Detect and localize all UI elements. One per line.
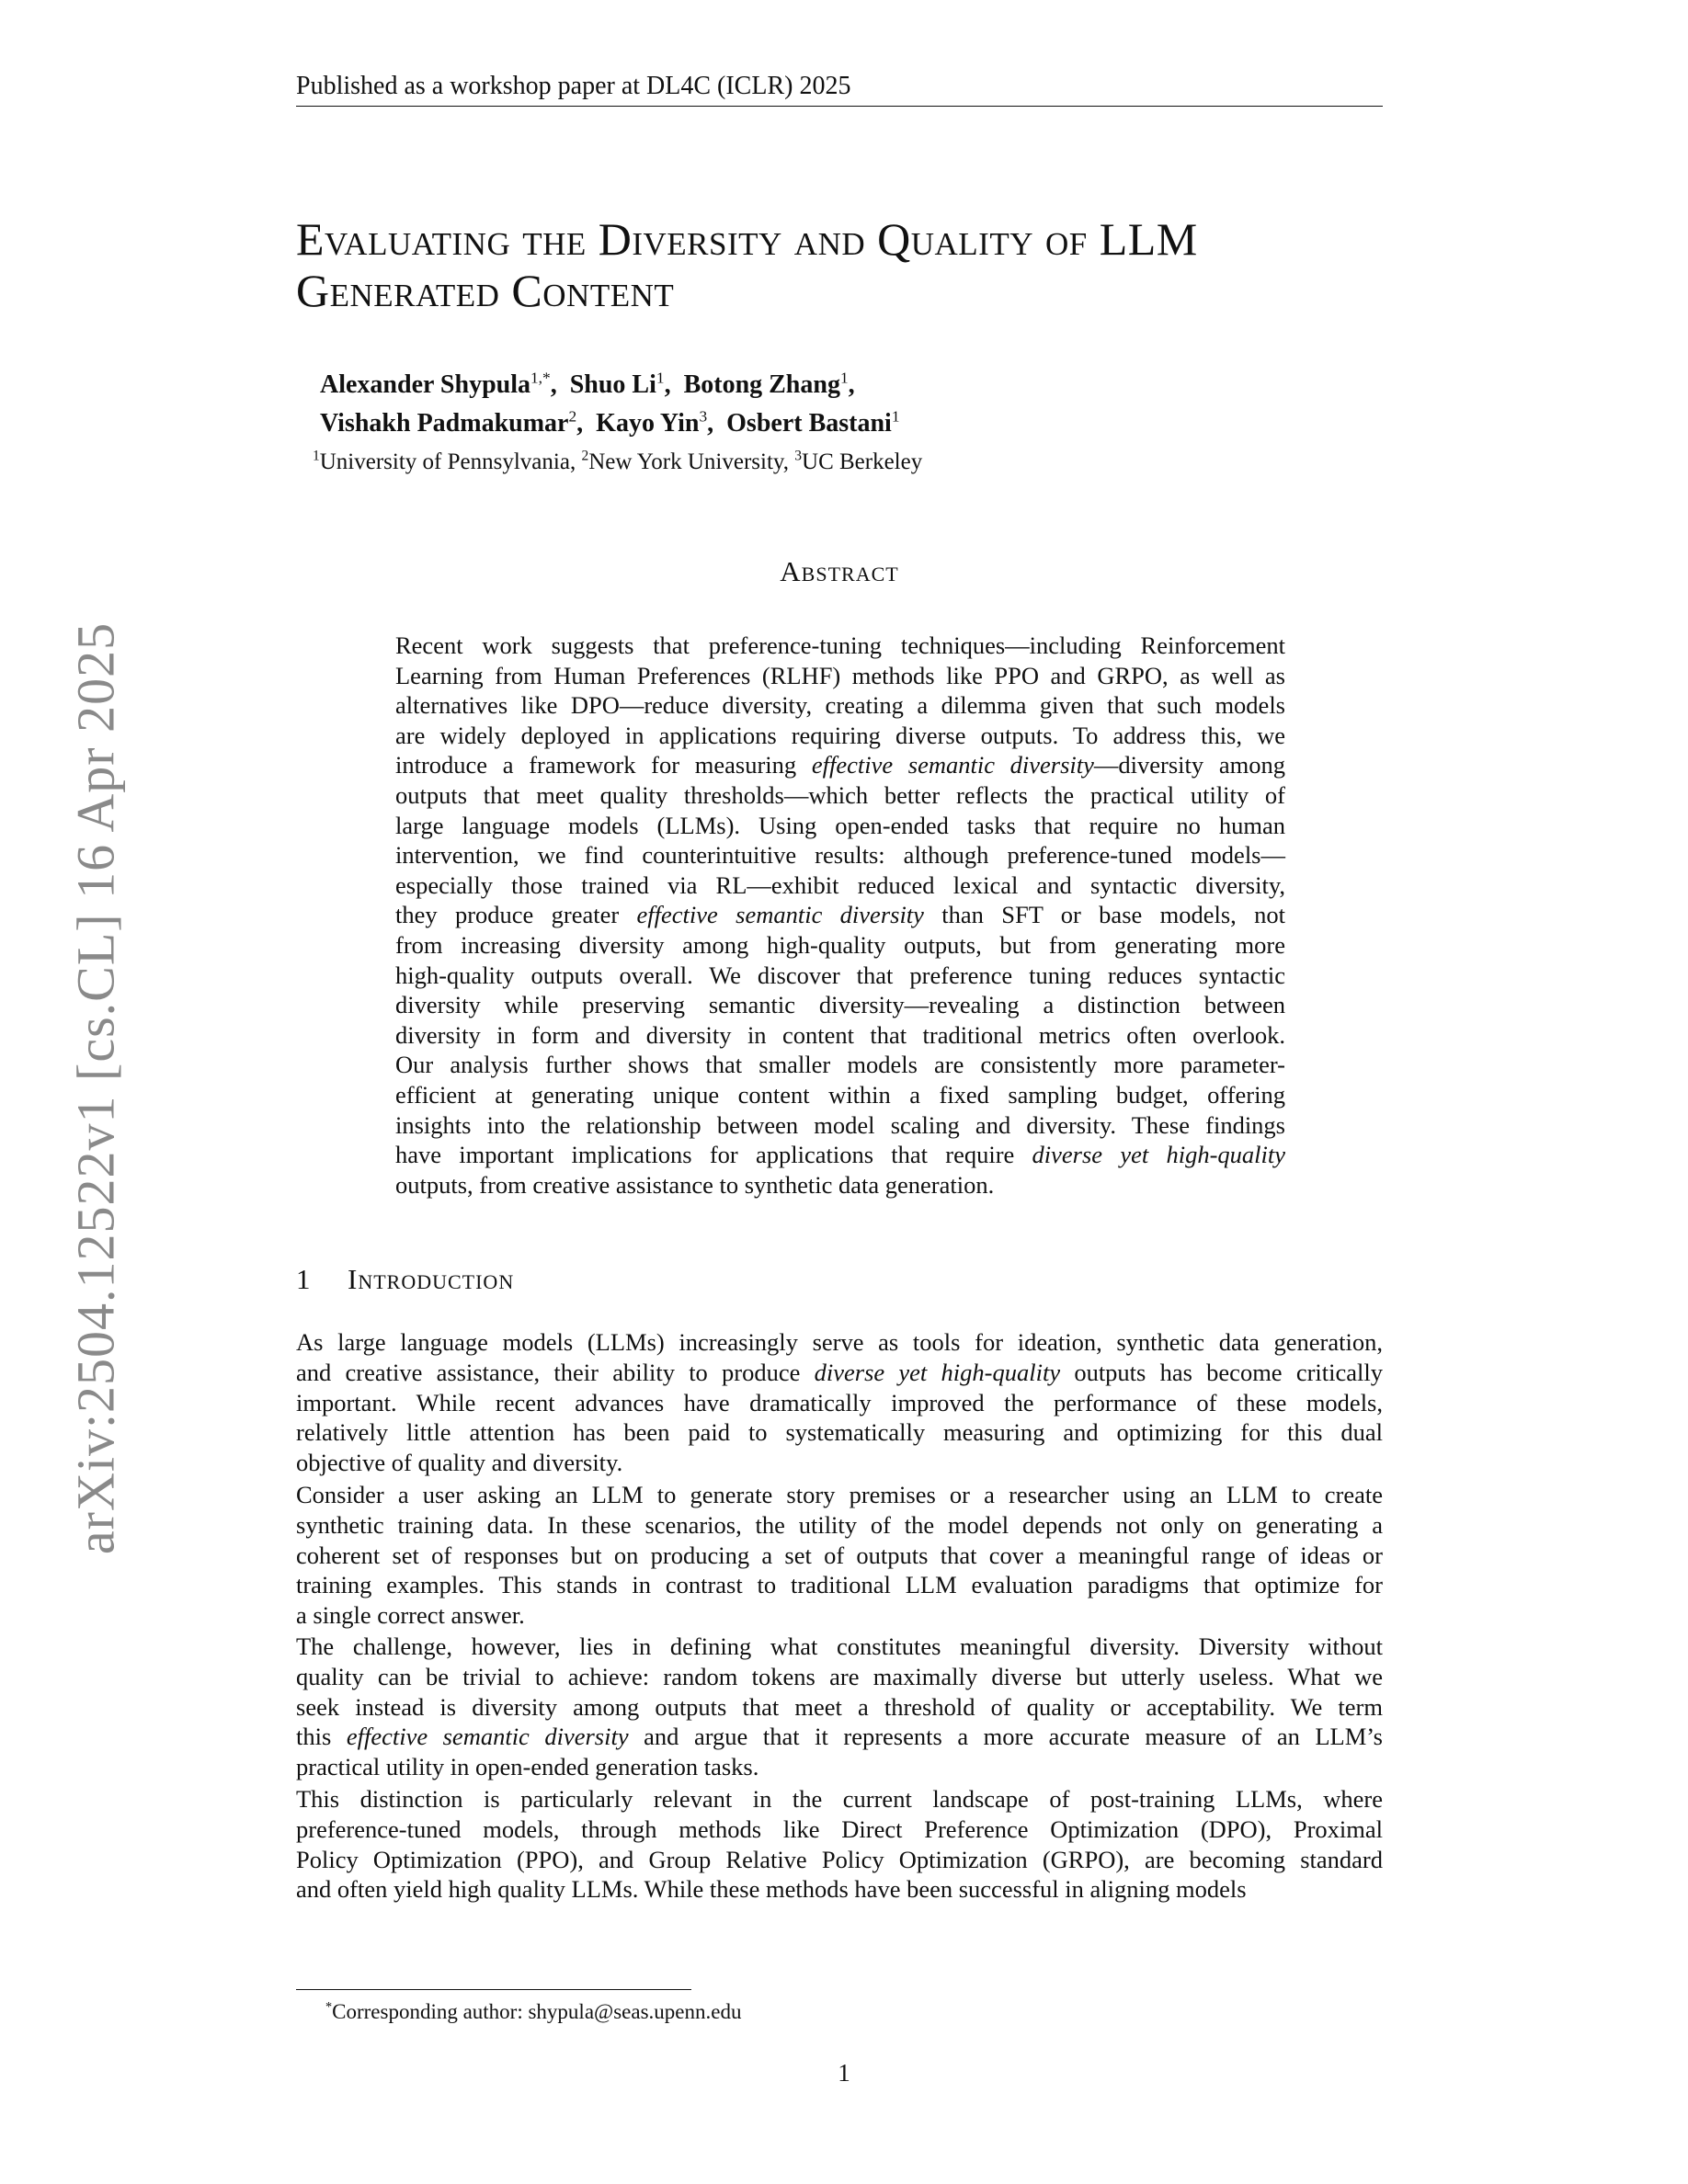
abstract-body <box>395 631 1285 1200</box>
paper-title <box>296 213 1383 316</box>
paragraph-line: Policy Optimization (PPO), and Group Relative Policy Optimization (GRPO), are becoming standard <box>296 1845 1383 1873</box>
author-mark: 1 <box>839 369 849 387</box>
affiliation-mark: 2 <box>581 448 589 464</box>
intro-paragraph-3 <box>296 1632 1383 1782</box>
abstract-line: intervention, we find counterintuitive results: although preference-tuned models— <box>395 841 1285 870</box>
abstract-line: high-quality outputs overall. We discover that preference tuning reduces syntactic <box>395 961 1285 989</box>
affiliation-name: UC Berkeley <box>802 449 923 474</box>
author-line: Vishakh Padmakumar$^2$, Kayo Yin$^3$, Osbert Bastani$^1$ <box>320 407 900 438</box>
paragraph-line: a single correct answer. <box>296 1601 525 1630</box>
paragraph-line: The challenge, however, lies in defining what constitutes meaningful diversity. Diversity without <box>296 1632 1383 1660</box>
title-line: Evaluating the Diversity and Quality of LLM <box>296 213 1198 265</box>
abstract-line: large language models (LLMs). Using open-ended tasks that require no human <box>395 811 1285 839</box>
paragraph-line: and creative assistance, their ability to produce diverse yet high-quality outputs has become critically <box>296 1358 1383 1386</box>
paragraph-line: coherent set of responses but on producing a set of outputs that cover a meaningful range of ideas or <box>296 1541 1383 1569</box>
intro-paragraph-4 <box>296 1784 1383 1905</box>
abstract-line: from increasing diversity among high-quality outputs, but from generating more <box>395 930 1285 959</box>
affiliation-mark: 3 <box>794 448 803 464</box>
abstract-line: introduce a framework for measuring effective semantic diversity—diversity among <box>395 751 1285 779</box>
section-heading <box>296 1261 514 1298</box>
footnote <box>325 1998 741 2026</box>
paragraph-line: preference-tuned models, through methods like Direct Preference Optimization (DPO), Proximal <box>296 1814 1383 1843</box>
footnote-text: Corresponding author: shypula@seas.upenn.edu <box>332 2000 742 2023</box>
paragraph-line: seek instead is diversity among outputs that meet a threshold of quality or acceptability. We term <box>296 1692 1383 1721</box>
affiliation-name: New York University <box>588 449 783 474</box>
footnote-rule <box>296 1989 691 1990</box>
intro-paragraph-1 <box>296 1327 1383 1478</box>
paragraph-line: objective of quality and diversity. <box>296 1449 623 1477</box>
author-mark: 1 <box>891 407 900 426</box>
affiliation-name: University of Pennsylvania <box>319 449 570 474</box>
emphasized-phrase: diverse yet high-quality <box>1032 1141 1285 1169</box>
page-number: 1 <box>838 2059 850 2087</box>
author-mark: 2 <box>568 407 577 426</box>
author-name: Vishakh Padmakumar <box>320 409 569 438</box>
abstract-line: have important implications for applications that require diverse yet high-quality <box>395 1141 1285 1169</box>
abstract-heading: Abstract <box>780 555 899 587</box>
abstract-line: diversity in form and diversity in content that traditional metrics often overlook. <box>395 1020 1285 1049</box>
paragraph-line: practical utility in open-ended generation tasks. <box>296 1753 759 1781</box>
author-name: Osbert Bastani <box>726 409 892 438</box>
footnote-mark: * <box>325 1999 333 2015</box>
paragraph-line: As large language models (LLMs) increasingly serve as tools for ideation, synthetic data generation, <box>296 1328 1383 1356</box>
abstract-line: are widely deployed in applications requiring diverse outputs. To address this, we <box>395 721 1285 749</box>
abstract-line: outputs, from creative assistance to synthetic data generation. <box>395 1170 995 1199</box>
paragraph-line: this effective semantic diversity and argue that it represents a more accurate measure of an LLM’s <box>296 1723 1383 1751</box>
author-name: Kayo Yin <box>596 409 700 438</box>
emphasized-phrase: diverse yet high-quality <box>814 1358 1061 1386</box>
abstract-line: they produce greater effective semantic diversity than SFT or base models, not <box>395 901 1285 929</box>
header-rule <box>296 106 1383 107</box>
paragraph-line: synthetic training data. In these scenarios, the utility of the model depends not only on generating a <box>296 1510 1383 1539</box>
author-name: Botong Zhang <box>683 370 840 399</box>
abstract-line: alternatives like DPO—reduce diversity, creating a dilemma given that such models <box>395 691 1285 720</box>
section-number: 1 <box>296 1263 311 1295</box>
affiliations: $^1$University of Pennsylvania, $^2$New York University, $^3$UC Berkeley <box>313 448 923 474</box>
paragraph-line: Consider a user asking an LLM to generate story premises or a researcher using an LLM to create <box>296 1481 1383 1508</box>
author-name: Shuo Li <box>569 370 656 399</box>
paragraph-line: important. While recent advances have dramatically improved the performance of these models, <box>296 1388 1383 1416</box>
paragraph-line: This distinction is particularly relevant in the current landscape of post-training LLMs, where <box>296 1785 1383 1813</box>
author-name: Alexander Shypula <box>320 370 530 399</box>
abstract-line: especially those trained via RL—exhibit reduced lexical and syntactic diversity, <box>395 870 1285 899</box>
author-mark: 3 <box>699 407 708 426</box>
abstract-line: outputs that meet quality thresholds—which better reflects the practical utility of <box>395 780 1285 809</box>
abstract-line: Learning from Human Preferences (RLHF) methods like PPO and GRPO, as well as <box>395 661 1285 689</box>
paragraph-line: quality can be trivial to achieve: random tokens are maximally diverse but utterly useless. What we <box>296 1662 1383 1690</box>
arxiv-identifier-stamp: arXiv:2504.12522v1 [cs.CL] 16 Apr 2025 <box>65 621 126 1555</box>
emphasized-phrase: effective semantic diversity <box>636 901 924 929</box>
author-line: Alexander Shypula$^{1,*}$, Shuo Li$^1$, Botong Zhang$^1$, <box>320 369 855 399</box>
abstract-line: efficient at generating unique content within a fixed sampling budget, offering <box>395 1080 1285 1109</box>
emphasized-phrase: effective semantic diversity <box>346 1723 629 1751</box>
abstract-line: Recent work suggests that preference-tuning techniques—including Reinforcement <box>395 631 1285 659</box>
running-header: Published as a workshop paper at DL4C (ICLR) 2025 <box>296 72 851 100</box>
paragraph-line: relatively little attention has been paid to systematically measuring and optimizing for this dual <box>296 1418 1383 1447</box>
intro-paragraph-2 <box>296 1480 1383 1631</box>
abstract-line: Our analysis further shows that smaller models are consistently more parameter- <box>395 1051 1285 1079</box>
section-title: Introduction <box>348 1263 515 1295</box>
emphasized-phrase: effective semantic diversity <box>811 751 1094 779</box>
author-list <box>320 366 1331 443</box>
author-mark: 1 <box>656 369 665 387</box>
title-line: Generated Content <box>296 265 675 316</box>
affiliation-mark: 1 <box>313 448 320 464</box>
paragraph-line: training examples. This stands in contrast to traditional LLM evaluation paradigms that optimize for <box>296 1571 1383 1599</box>
abstract-line: diversity while preserving semantic diversity—revealing a distinction between <box>395 991 1285 1019</box>
abstract-line: insights into the relationship between model scaling and diversity. These findings <box>395 1110 1285 1139</box>
paragraph-line: and often yield high quality LLMs. While these methods have been successful in aligning models <box>296 1875 1247 1904</box>
author-mark: 1,* <box>530 369 551 387</box>
